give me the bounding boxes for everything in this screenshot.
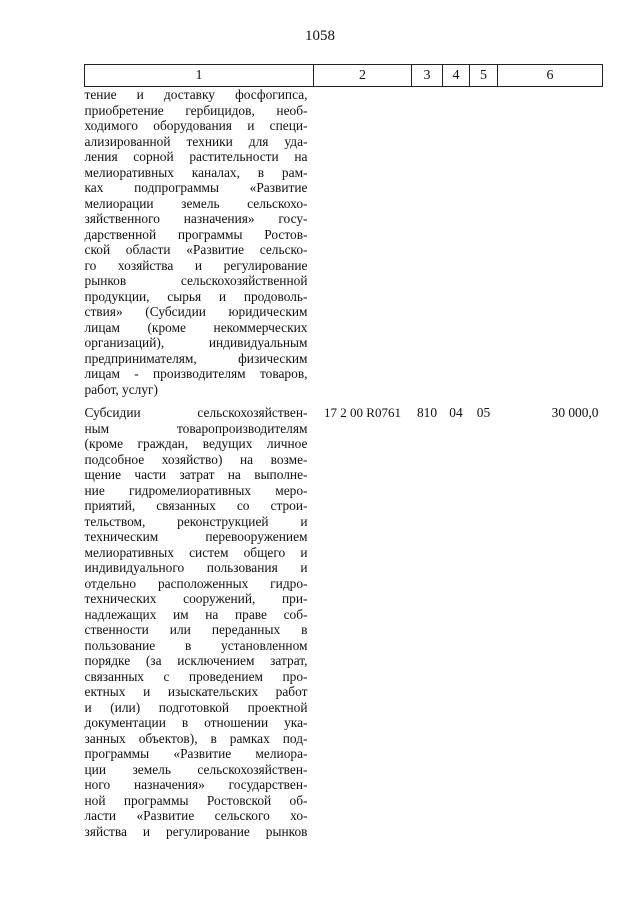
table-row-subsidy [85, 405, 603, 839]
text-line: индивидуального пользования и [84, 560, 308, 575]
text-line: мелиорации земель сельскохо- [84, 195, 308, 211]
section-code: 04 [449, 405, 463, 420]
text-line: дарственной программы Ростов- [84, 226, 308, 242]
text-line: подсобное хозяйство) на возме- [84, 451, 308, 467]
text-line: мелиоративных каналах, в рам- [84, 164, 308, 180]
text-line: приятий, связанных со строи- [84, 498, 308, 513]
text-line: ным товаропроизводителям [84, 420, 308, 436]
subsidy-description [85, 405, 314, 839]
text-line: технических сооружений, при- [84, 591, 308, 606]
page-number: 1058 [305, 28, 335, 44]
text-line: связанных с проведением про- [84, 668, 308, 684]
text-line: лицам - производителям товаров, [84, 366, 308, 381]
amount-value: 30 000,0 [551, 405, 599, 420]
expense-type-code: 810 [416, 405, 438, 420]
text-line: ции земель сельскохозяйствен- [84, 761, 308, 777]
text-line: зяйственного назначения» госу- [84, 211, 308, 226]
text-line: приобретение гербицидов, необ- [84, 102, 308, 118]
table-header-row [85, 65, 603, 87]
text-line: программы «Развитие мелиора- [84, 746, 308, 761]
text-line: ласти «Развитие сельского хо- [84, 808, 308, 823]
text-line: ние гидромелиоративных меро- [84, 482, 308, 498]
budget-code: 17 2 00 R0761 [324, 405, 401, 420]
text-line: ствия» (Субсидии юридическим [84, 304, 308, 319]
text-line: тельством, реконструкцией и [84, 513, 308, 529]
text-line: рынков сельскохозяйственной [84, 273, 308, 288]
text-line: пользование в установленном [84, 637, 308, 653]
text-line: документации в отношении ука- [84, 715, 308, 730]
text-line: ках подпрограммы «Развитие [84, 180, 308, 195]
text-line: техническим перевооружением [84, 529, 308, 544]
text-line: лицам (кроме некоммерческих [84, 319, 308, 335]
text-line: ской области «Развитие сельско- [84, 242, 308, 257]
text-line: мелиоративных систем общего и [84, 544, 308, 560]
text-line: ного назначения» государствен- [84, 777, 308, 792]
text-line: работ, услуг) [84, 381, 158, 397]
text-line: ственности или переданных в [84, 622, 308, 637]
column-header-1: 1 [85, 65, 314, 87]
text-line: предпринимателям, физическим [84, 350, 308, 366]
text-line: ления сорной растительности на [84, 149, 308, 164]
text-line: щение части затрат на выполне- [84, 467, 308, 482]
text-line: го хозяйства и регулирование [84, 257, 308, 273]
text-line: отдельно расположенных гидро- [84, 575, 308, 591]
text-line: порядке (за исключением затрат, [84, 653, 308, 668]
budget-table [84, 64, 603, 839]
continuation-description [85, 87, 314, 398]
text-line: и (или) подготовкой проектной [84, 699, 308, 715]
column-header-6: 6 [498, 65, 603, 87]
text-line: надлежащих им на праве соб- [84, 606, 308, 622]
subsection-code: 05 [476, 405, 491, 420]
column-header-2: 2 [314, 65, 412, 87]
table-row-continuation [85, 87, 603, 398]
text-line: ходимого оборудования и специ- [84, 118, 308, 133]
column-header-3: 3 [412, 65, 443, 87]
text-line: тение и доставку фосфогипса, [84, 87, 308, 102]
column-header-4: 4 [443, 65, 470, 87]
text-line: ализированной техники для уда- [84, 133, 308, 149]
column-header-5: 5 [470, 65, 498, 87]
text-line: Субсидии сельскохозяйствен- [84, 405, 308, 420]
text-line: ектных и изыскательских работ [84, 684, 308, 699]
text-line: занных объектов), в рамках под- [84, 730, 308, 746]
text-line: продукции, сырья и продоволь- [84, 288, 308, 304]
text-line: зяйства и регулирование рынков [84, 823, 308, 839]
text-line: организаций), индивидуальным [84, 335, 308, 350]
text-line: ной программы Ростовской об- [84, 792, 308, 808]
text-line: (кроме граждан, ведущих личное [84, 436, 308, 451]
